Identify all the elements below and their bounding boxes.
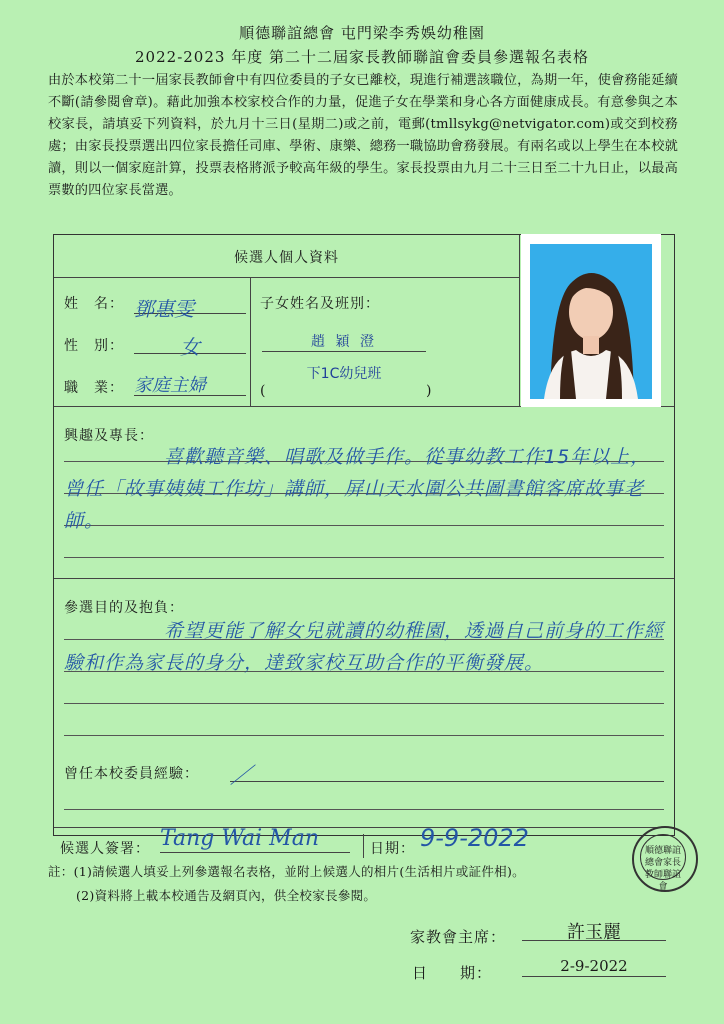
seal-text: 順德聯誼總會家長教師聯誼會	[640, 834, 686, 880]
paren-close: )	[426, 383, 433, 399]
footer-date-value: 2-9-2022	[560, 957, 628, 975]
signature-field[interactable]	[160, 826, 350, 853]
name-label: 姓 名：	[64, 296, 124, 312]
experience-field[interactable]	[230, 759, 664, 789]
footer-date-label: 日 期：	[412, 964, 493, 982]
hobby-field[interactable]	[64, 441, 664, 573]
name-value: 鄧惠雯	[134, 297, 194, 321]
experience-value: ／	[230, 764, 253, 789]
chair-label: 家教會主席：	[410, 928, 507, 946]
school-seal	[632, 826, 698, 892]
occupation-field[interactable]	[134, 371, 246, 396]
footer-date-field	[522, 956, 666, 977]
note-2: (2)資料將上載本校通告及網頁內，供全校家長參閱。	[76, 888, 377, 903]
experience-label: 曾任本校委員經驗：	[64, 766, 199, 782]
chair-field	[522, 918, 666, 941]
note-1: 註：(1)請候選人填妥上列參選報名表格，並附上候選人的相片(生活相片或証件相)。	[48, 864, 525, 879]
candidate-photo	[521, 234, 661, 407]
gender-field[interactable]	[134, 331, 246, 359]
goal-text: 希望更能了解女兒就讀的幼稚園，透過自己前身的工作經驗和作為家長的身分，達致家校互助合作的平衡發展。	[64, 620, 665, 674]
date-label: 日期：	[370, 841, 415, 857]
paren-open: (	[260, 383, 267, 399]
hobby-text: 喜歡聽音樂、唱歌及做手作。從事幼教工作15年以上，曾任「故事姨姨工作坊」講師，屏山天水圍公共圖書館客席故事老師。	[64, 446, 651, 532]
child-name-field[interactable]	[262, 331, 426, 352]
occupation-label: 職 業：	[64, 380, 124, 396]
form-title: 2022-2023 年度 第二十二屆家長教師聯誼會委員參選報名表格	[135, 48, 589, 66]
hobby-label: 興趣及專長：	[64, 428, 154, 444]
goal-label: 參選目的及抱負：	[64, 600, 184, 616]
signature-label: 候選人簽署：	[60, 841, 150, 857]
portrait-image	[530, 244, 652, 399]
name-field[interactable]	[134, 293, 246, 321]
child-class-field[interactable]	[262, 363, 426, 383]
child-name-value: 趙 穎 澄	[311, 334, 377, 350]
school-title: 順德聯誼總會 屯門梁李秀娛幼稚園	[239, 24, 485, 42]
date-field[interactable]	[420, 824, 610, 852]
goal-field[interactable]	[64, 615, 664, 745]
section-title: 候選人個人資料	[234, 250, 339, 266]
child-class-value: 下1C幼兒班	[306, 366, 382, 382]
child-label: 子女姓名及班別：	[260, 296, 380, 312]
gender-label: 性 別：	[64, 338, 124, 354]
gender-value: 女	[180, 335, 200, 359]
signature-value: Tang Wai Man	[160, 826, 319, 851]
occupation-value: 家庭主婦	[134, 375, 206, 396]
intro-paragraph: 由於本校第二十一屆家長教師會中有四位委員的子女已離校，現進行補選該職位，為期一年，使會務能延續不斷(請參閱會章)。藉此加強本校家校合作的力量，促進子女在學業和身心各方面健康成長。有意參與之本校家長，請填妥下列資料，於九月十三日(星期二)或之前，電郵(tmllsykg@netvigator.com)或交到校務處；由家長投票選出四位家長擔任司庫、學術、康樂、總務一職協助會務發展。有兩名或以上學生在本校就讀，則以一個家庭計算，投票表格將派予較高年級的學生。家長投票由九月二十三日至二十九日止，以最高票數的四位家長當選。	[48, 73, 678, 198]
chair-value: 許玉麗	[567, 922, 621, 943]
date-value: 9-9-2022	[420, 824, 529, 852]
